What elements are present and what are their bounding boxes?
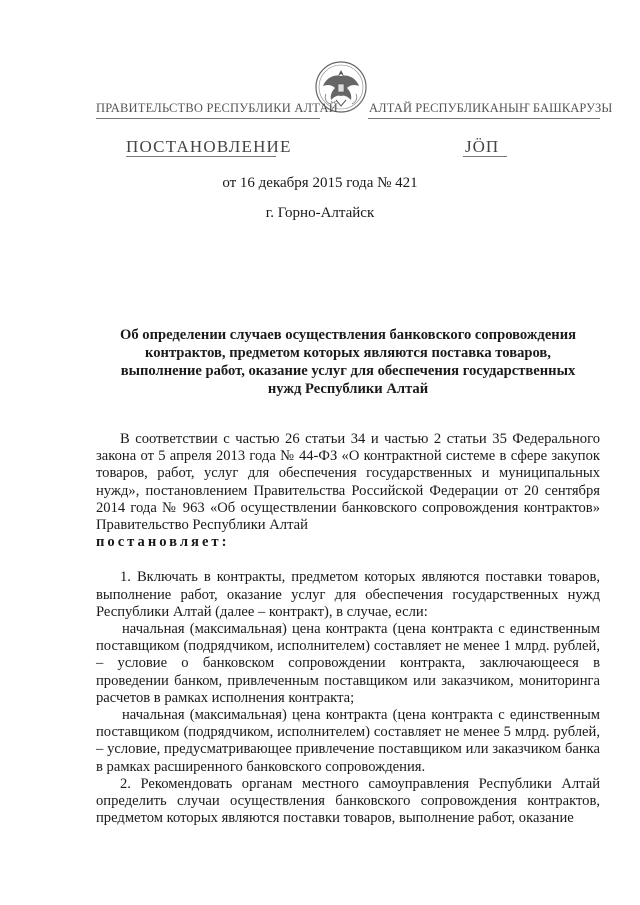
item-1-paragraph: 1. Включать в контракты, предметом которых являются поставки товаров, выполнение работ, оказание услуг для обеспечения государственных нужд Республики Алтай (далее – контракт), в случае, если:	[96, 569, 600, 620]
header-rule-left	[96, 118, 320, 119]
title-line: Об определении случаев осуществления банковского сопровождения	[119, 327, 577, 343]
title-line: выполнение работ, оказание услуг для обеспечения государственных	[120, 363, 576, 379]
item-2-paragraph: 2. Рекомендовать органам местного самоуправления Республики Алтай определить случаи осуществления банковского сопровождения контрактов, предметом которых являются поставки товаров, выполнение работ, оказание	[96, 775, 600, 827]
preamble-paragraph: В соответствии с частью 26 статьи 34 и частью 2 статьи 35 Федерального закона от 5 апреля 2013 года № 44-ФЗ «О контрактной системе в сфере закупок товаров, работ, услуг для обеспечения государственных и муниципальных нужд», постановлением Правительства Российской Федерации от 20 сентября 2014 года № 963 «Об осуществлении банковского сопровождения контрактов» Правительство Республики Алтай	[96, 431, 600, 534]
document-title	[96, 326, 600, 398]
title-line: контрактов, предметом которых являются поставка товаров,	[145, 345, 551, 361]
decree-label-alt: ЈӦП	[465, 137, 500, 156]
decree-date: от 16 декабря 2015 года № 421	[222, 175, 418, 191]
decree-rule-left	[126, 156, 276, 157]
decree-rule-right	[463, 156, 507, 157]
document-body	[96, 431, 600, 827]
decree-label-ru: ПОСТАНОВЛЕНИЕ	[126, 137, 292, 156]
item-1a-paragraph: начальная (максимальная) цена контракта (цена контракта с единственным поставщиком (подрядчиком, исполнителем) составляет не менее 1 млрд. рублей, – условие о банковском сопровождении контракта, заключающееся в проведении банком, привлеченным поставщиком или заказчиком, мониторинга расчетов в рамках исполнения контракта;	[96, 621, 600, 706]
item-1b-paragraph: начальная (максимальная) цена контракта (цена контракта с единственным поставщиком (подрядчиком, исполнителем) составляет не менее 5 млрд. рублей, – условие, предусматривающее привлечение поставщиком или заказчиком банка в рамках расширенного банковского сопровождения.	[96, 707, 600, 775]
decree-city: г. Горно-Алтайск	[265, 205, 375, 221]
header-org-left: ПРАВИТЕЛЬСТВО РЕСПУБЛИКИ АЛТАЙ	[96, 101, 338, 115]
title-line: нужд Республики Алтай	[267, 381, 429, 397]
header-rule-right	[368, 118, 600, 119]
header-org-right: АЛТАЙ РЕСПУБЛИКАНЫҤ БАШКАРУЗЫ	[369, 101, 613, 115]
resolves-keyword: постановляет:	[96, 534, 230, 551]
